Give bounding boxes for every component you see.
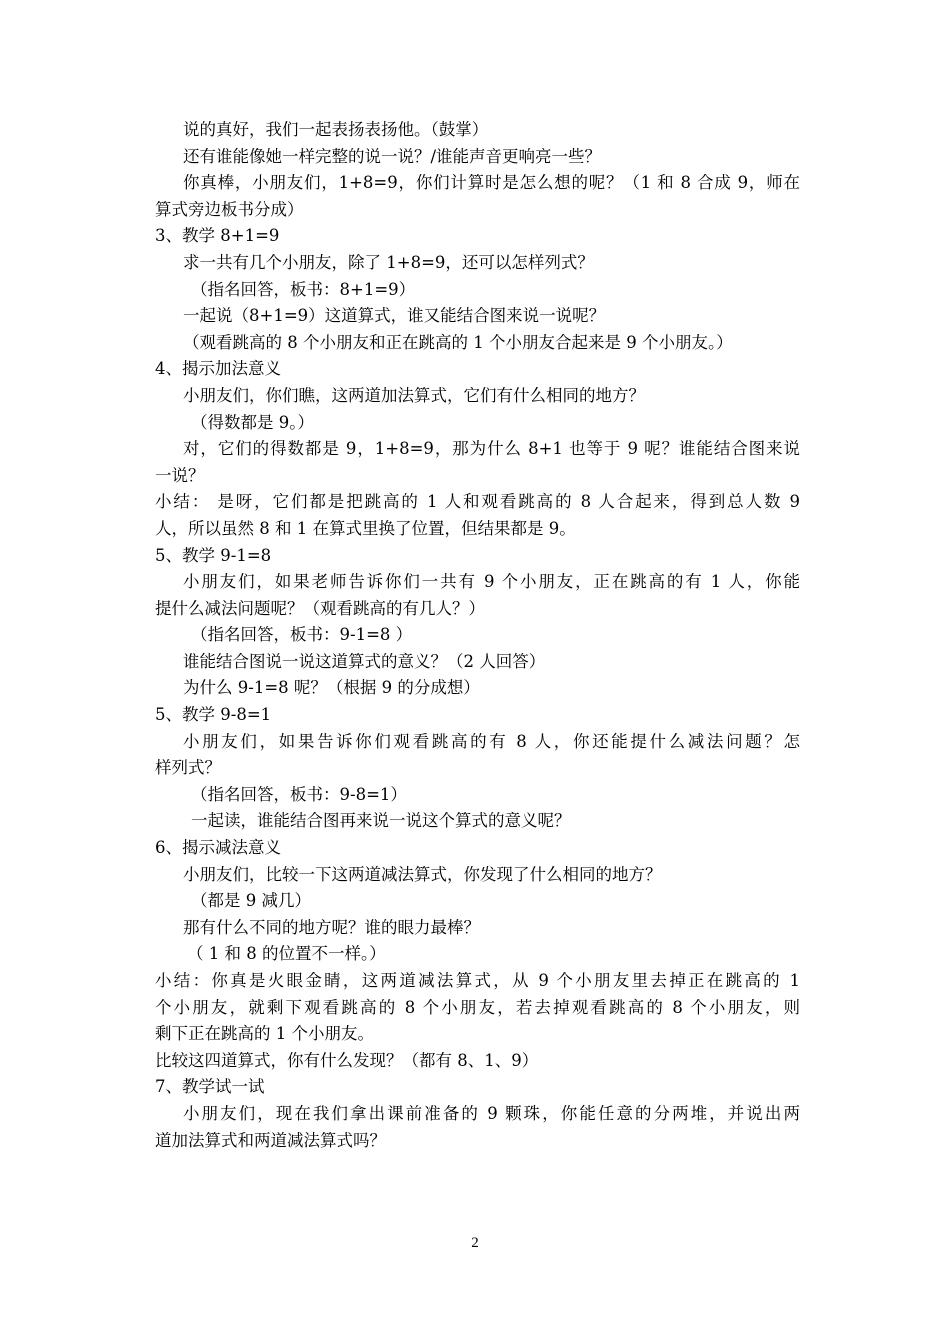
text-line: 一说？: [155, 465, 205, 485]
text-line: 小朋友们，如果老师告诉你们一共有 9 个小朋友，正在跳高的有 1 人，你能: [183, 572, 800, 592]
section-heading: 3、教学 8+1=9: [155, 226, 280, 246]
text-line: 个小朋友，就剩下观看跳高的 8 个小朋友，若去掉观看跳高的 8 个小朋友，则: [155, 997, 800, 1017]
text-line: （都是 9 减几）: [191, 891, 311, 911]
section-heading: 5、教学 9-1=8: [155, 545, 272, 565]
text-line: （得数都是 9。）: [191, 412, 314, 432]
section-heading: 7、教学试一试: [155, 1077, 265, 1097]
text-line: 求一共有几个小朋友，除了 1+8=9，还可以怎样列式？: [183, 252, 594, 272]
text-line: 小朋友们，你们瞧，这两道加法算式，它们有什么相同的地方？: [183, 385, 645, 405]
text-line: 提什么减法问题呢？（观看跳高的有几人？）: [155, 598, 485, 618]
text-line: （指名回答，板书：9-1=8 ）: [191, 625, 413, 645]
text-line: 剩下正在跳高的 1 个小朋友。: [155, 1024, 374, 1044]
text-line: 比较这四道算式，你有什么发现？（都有 8、1、9）: [155, 1050, 539, 1070]
text-line: 还有谁能像她一样完整的说一说？/谁能声音更响亮一些？: [183, 146, 602, 166]
text-line: 谁能结合图说一说这道算式的意义？（2 人回答）: [183, 651, 546, 671]
text-line: 小朋友们，比较一下这两道减法算式，你发现了什么相同的地方？: [183, 864, 662, 884]
text-line: 样列式？: [155, 758, 221, 778]
section-heading: 4、揭示加法意义: [155, 359, 281, 379]
text-line: （观看跳高的 8 个小朋友和正在跳高的 1 个小朋友合起来是 9 个小朋友。）: [183, 332, 733, 352]
text-line: 一起说（8+1=9）这道算式，谁又能结合图来说一说呢？: [183, 306, 606, 326]
text-line: （指名回答，板书：9-8=1）: [191, 784, 407, 804]
text-line: 小朋友们，如果告诉你们观看跳高的有 8 人，你还能提什么减法问题？怎: [183, 731, 800, 751]
text-line: 对，它们的得数都是 9，1+8=9，那为什么 8+1 也等于 9 呢？谁能结合图来说: [183, 439, 800, 459]
section-heading: 6、揭示减法意义: [155, 838, 281, 858]
text-line: 算式旁边板书分成）: [155, 199, 304, 219]
text-line: 小朋友们，现在我们拿出课前准备的 9 颗珠，你能任意的分两堆，并说出两: [183, 1103, 800, 1123]
text-line: 人，所以虽然 8 和 1 在算式里换了位置，但结果都是 9。: [155, 518, 576, 538]
text-line: 说的真好，我们一起表扬表扬他。（鼓掌）: [183, 120, 489, 139]
body-text: [155, 117, 800, 1154]
text-line: 为什么 9-1=8 呢？（根据 9 的分成想）: [183, 678, 480, 698]
text-line: （指名回答，板书：8+1=9）: [191, 279, 416, 299]
summary-line: 小结：你真是火眼金睛，这两道减法算式，从 9 个小朋友里去掉正在跳高的 1: [155, 971, 800, 990]
text-line: （ 1 和 8 的位置不一样。）: [187, 944, 386, 964]
text-line: 那有什么不同的地方呢？谁的眼力最棒？: [183, 917, 480, 937]
text-line: 你真棒，小朋友们，1+8=9，你们计算时是怎么想的呢？（1 和 8 合成 9，师在: [183, 173, 800, 193]
page-number: 2: [471, 1235, 479, 1251]
text-line: 道加法算式和两道减法算式吗？: [155, 1130, 386, 1150]
section-heading: 5、教学 9-8=1: [155, 705, 272, 725]
text-line: 一起读，谁能结合图再来说一说这个算式的意义呢？: [191, 811, 571, 831]
summary-line: 小结： 是呀，它们都是把跳高的 1 人和观看跳高的 8 人合起来，得到总人数 9: [155, 492, 800, 512]
